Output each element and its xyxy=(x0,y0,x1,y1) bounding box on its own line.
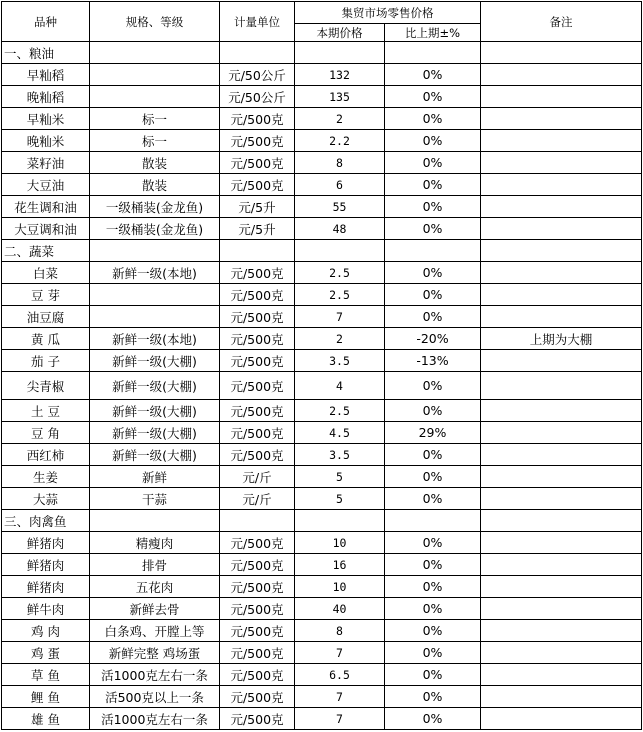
cell-price: 2.5 xyxy=(295,400,385,422)
cell-note xyxy=(481,86,642,108)
cell-price: 16 xyxy=(295,554,385,576)
table-body xyxy=(2,42,642,730)
cell-note: 上期为大棚 xyxy=(481,328,642,350)
section-row xyxy=(2,240,642,262)
table-row xyxy=(2,218,642,240)
cell-spec xyxy=(90,86,220,108)
cell-name: 白菜 xyxy=(2,262,90,284)
cell-change: 0% xyxy=(385,262,481,284)
table-row xyxy=(2,532,642,554)
cell-change: 0% xyxy=(385,664,481,686)
cell-note xyxy=(481,350,642,372)
cell-unit: 元/500克 xyxy=(220,422,295,444)
cell-note xyxy=(481,642,642,664)
section-change-empty xyxy=(385,510,481,532)
cell-unit: 元/500克 xyxy=(220,642,295,664)
cell-note xyxy=(481,372,642,400)
cell-name: 土 豆 xyxy=(2,400,90,422)
section-spec-empty xyxy=(90,510,220,532)
header-unit: 计量单位 xyxy=(220,2,295,42)
cell-unit: 元/500克 xyxy=(220,598,295,620)
table-row xyxy=(2,664,642,686)
cell-spec: 白条鸡、开膛上等 xyxy=(90,620,220,642)
cell-unit: 元/500克 xyxy=(220,108,295,130)
cell-change: 0% xyxy=(385,444,481,466)
cell-change: 0% xyxy=(385,64,481,86)
cell-spec: 新鲜一级(大棚) xyxy=(90,444,220,466)
cell-price: 10 xyxy=(295,532,385,554)
cell-unit: 元/500克 xyxy=(220,306,295,328)
cell-name: 鲜牛肉 xyxy=(2,598,90,620)
cell-spec: 一级桶装(金龙鱼) xyxy=(90,218,220,240)
cell-note xyxy=(481,218,642,240)
cell-spec: 活1000克左右一条 xyxy=(90,664,220,686)
cell-note xyxy=(481,664,642,686)
cell-spec: 标一 xyxy=(90,108,220,130)
cell-price: 135 xyxy=(295,86,385,108)
cell-name: 西红柿 xyxy=(2,444,90,466)
cell-name: 草 鱼 xyxy=(2,664,90,686)
cell-change: 0% xyxy=(385,306,481,328)
section-note-empty xyxy=(481,510,642,532)
section-change-empty xyxy=(385,42,481,64)
cell-note xyxy=(481,284,642,306)
cell-price: 8 xyxy=(295,620,385,642)
cell-price: 6.5 xyxy=(295,664,385,686)
cell-unit: 元/50公斤 xyxy=(220,64,295,86)
cell-change: 0% xyxy=(385,152,481,174)
cell-unit: 元/500克 xyxy=(220,350,295,372)
header-market: 集贸市场零售价格 xyxy=(295,2,481,24)
cell-name: 鸡 肉 xyxy=(2,620,90,642)
cell-name: 生姜 xyxy=(2,466,90,488)
section-price-empty xyxy=(295,42,385,64)
cell-spec xyxy=(90,284,220,306)
cell-change: 0% xyxy=(385,196,481,218)
cell-unit: 元/5升 xyxy=(220,218,295,240)
cell-price: 4 xyxy=(295,372,385,400)
cell-change: 0% xyxy=(385,576,481,598)
section-title: 三、肉禽鱼 xyxy=(2,510,90,532)
cell-unit: 元/500克 xyxy=(220,130,295,152)
table-row xyxy=(2,400,642,422)
table-row xyxy=(2,444,642,466)
cell-spec: 排骨 xyxy=(90,554,220,576)
section-change-empty xyxy=(385,240,481,262)
cell-unit: 元/500克 xyxy=(220,532,295,554)
cell-note xyxy=(481,554,642,576)
cell-unit: 元/500克 xyxy=(220,576,295,598)
cell-change: 0% xyxy=(385,598,481,620)
cell-spec: 新鲜去骨 xyxy=(90,598,220,620)
cell-name: 尖青椒 xyxy=(2,372,90,400)
cell-spec: 标一 xyxy=(90,130,220,152)
cell-note xyxy=(481,196,642,218)
cell-unit: 元/50公斤 xyxy=(220,86,295,108)
cell-price: 55 xyxy=(295,196,385,218)
table-row xyxy=(2,686,642,708)
cell-name: 鲜猪肉 xyxy=(2,554,90,576)
cell-spec: 新鲜一级(大棚) xyxy=(90,422,220,444)
cell-change: 0% xyxy=(385,174,481,196)
cell-name: 晚籼稻 xyxy=(2,86,90,108)
cell-change: 0% xyxy=(385,284,481,306)
section-unit-empty xyxy=(220,510,295,532)
cell-change: 0% xyxy=(385,218,481,240)
table-row xyxy=(2,466,642,488)
cell-price: 5 xyxy=(295,488,385,510)
table-row xyxy=(2,328,642,350)
table-row xyxy=(2,86,642,108)
cell-price: 2 xyxy=(295,328,385,350)
cell-spec: 一级桶装(金龙鱼) xyxy=(90,196,220,218)
section-note-empty xyxy=(481,42,642,64)
cell-change: -20% xyxy=(385,328,481,350)
cell-change: 29% xyxy=(385,422,481,444)
cell-price: 7 xyxy=(295,642,385,664)
cell-name: 雄 鱼 xyxy=(2,708,90,730)
section-row xyxy=(2,42,642,64)
cell-spec: 干蒜 xyxy=(90,488,220,510)
cell-note xyxy=(481,306,642,328)
cell-spec: 精瘦肉 xyxy=(90,532,220,554)
table-row xyxy=(2,422,642,444)
cell-unit: 元/500克 xyxy=(220,686,295,708)
table-row xyxy=(2,262,642,284)
cell-unit: 元/500克 xyxy=(220,444,295,466)
cell-unit: 元/500克 xyxy=(220,400,295,422)
cell-unit: 元/500克 xyxy=(220,372,295,400)
cell-name: 大蒜 xyxy=(2,488,90,510)
cell-spec: 散装 xyxy=(90,174,220,196)
cell-spec: 新鲜完整 鸡场蛋 xyxy=(90,642,220,664)
cell-note xyxy=(481,422,642,444)
table-row xyxy=(2,488,642,510)
cell-price: 8 xyxy=(295,152,385,174)
cell-name: 菜籽油 xyxy=(2,152,90,174)
table-row xyxy=(2,284,642,306)
header-change: 比上期±% xyxy=(385,24,481,42)
cell-name: 鲜猪肉 xyxy=(2,576,90,598)
cell-change: 0% xyxy=(385,372,481,400)
cell-name: 晚籼米 xyxy=(2,130,90,152)
cell-price: 2.2 xyxy=(295,130,385,152)
cell-price: 6 xyxy=(295,174,385,196)
cell-note xyxy=(481,174,642,196)
cell-spec: 五花肉 xyxy=(90,576,220,598)
cell-price: 10 xyxy=(295,576,385,598)
cell-unit: 元/500克 xyxy=(220,174,295,196)
cell-spec: 散装 xyxy=(90,152,220,174)
cell-name: 油豆腐 xyxy=(2,306,90,328)
cell-price: 7 xyxy=(295,306,385,328)
section-spec-empty xyxy=(90,240,220,262)
cell-unit: 元/500克 xyxy=(220,620,295,642)
table-row xyxy=(2,306,642,328)
cell-note xyxy=(481,64,642,86)
cell-spec: 活500克以上一条 xyxy=(90,686,220,708)
cell-unit: 元/500克 xyxy=(220,554,295,576)
section-price-empty xyxy=(295,240,385,262)
cell-name: 豆 角 xyxy=(2,422,90,444)
cell-note xyxy=(481,488,642,510)
cell-name: 花生调和油 xyxy=(2,196,90,218)
table-row xyxy=(2,130,642,152)
cell-price: 2 xyxy=(295,108,385,130)
cell-note xyxy=(481,708,642,730)
cell-change: 0% xyxy=(385,130,481,152)
cell-spec: 新鲜一级(本地) xyxy=(90,262,220,284)
cell-price: 48 xyxy=(295,218,385,240)
cell-price: 132 xyxy=(295,64,385,86)
cell-unit: 元/500克 xyxy=(220,664,295,686)
cell-note xyxy=(481,108,642,130)
cell-change: 0% xyxy=(385,554,481,576)
cell-unit: 元/500克 xyxy=(220,262,295,284)
cell-note xyxy=(481,444,642,466)
table-row xyxy=(2,576,642,598)
cell-name: 早籼米 xyxy=(2,108,90,130)
table-row xyxy=(2,598,642,620)
cell-price: 2.5 xyxy=(295,284,385,306)
cell-change: 0% xyxy=(385,686,481,708)
cell-price: 4.5 xyxy=(295,422,385,444)
cell-unit: 元/500克 xyxy=(220,152,295,174)
cell-price: 7 xyxy=(295,686,385,708)
cell-price: 7 xyxy=(295,708,385,730)
cell-change: 0% xyxy=(385,620,481,642)
table-row xyxy=(2,708,642,730)
cell-name: 大豆油 xyxy=(2,174,90,196)
cell-note xyxy=(481,686,642,708)
cell-unit: 元/斤 xyxy=(220,488,295,510)
cell-name: 鸡 蛋 xyxy=(2,642,90,664)
cell-note xyxy=(481,130,642,152)
cell-note xyxy=(481,262,642,284)
cell-note xyxy=(481,466,642,488)
cell-note xyxy=(481,620,642,642)
cell-change: 0% xyxy=(385,488,481,510)
header-spec: 规格、等级 xyxy=(90,2,220,42)
section-row xyxy=(2,510,642,532)
table-row xyxy=(2,108,642,130)
cell-name: 黄 瓜 xyxy=(2,328,90,350)
table-row xyxy=(2,152,642,174)
table-row xyxy=(2,350,642,372)
header-price: 本期价格 xyxy=(295,24,385,42)
cell-spec: 新鲜一级(大棚) xyxy=(90,372,220,400)
section-title: 二、蔬菜 xyxy=(2,240,90,262)
cell-spec xyxy=(90,306,220,328)
price-table xyxy=(1,1,642,730)
cell-price: 2.5 xyxy=(295,262,385,284)
cell-name: 早籼稻 xyxy=(2,64,90,86)
cell-note xyxy=(481,400,642,422)
table-row xyxy=(2,174,642,196)
cell-spec: 新鲜 xyxy=(90,466,220,488)
cell-name: 茄 子 xyxy=(2,350,90,372)
header-note: 备注 xyxy=(481,2,642,42)
table-row xyxy=(2,642,642,664)
cell-unit: 元/500克 xyxy=(220,328,295,350)
section-price-empty xyxy=(295,510,385,532)
cell-unit: 元/5升 xyxy=(220,196,295,218)
cell-change: -13% xyxy=(385,350,481,372)
section-title: 一、粮油 xyxy=(2,42,90,64)
section-unit-empty xyxy=(220,42,295,64)
cell-price: 5 xyxy=(295,466,385,488)
cell-change: 0% xyxy=(385,532,481,554)
cell-note xyxy=(481,598,642,620)
table-header xyxy=(2,2,642,42)
cell-unit: 元/500克 xyxy=(220,708,295,730)
cell-unit: 元/斤 xyxy=(220,466,295,488)
header-name: 品种 xyxy=(2,2,90,42)
cell-change: 0% xyxy=(385,400,481,422)
section-note-empty xyxy=(481,240,642,262)
cell-unit: 元/500克 xyxy=(220,284,295,306)
cell-name: 豆 芽 xyxy=(2,284,90,306)
cell-name: 鲜猪肉 xyxy=(2,532,90,554)
cell-change: 0% xyxy=(385,708,481,730)
cell-note xyxy=(481,576,642,598)
cell-spec: 新鲜一级(大棚) xyxy=(90,350,220,372)
cell-change: 0% xyxy=(385,642,481,664)
cell-note xyxy=(481,152,642,174)
cell-change: 0% xyxy=(385,108,481,130)
section-spec-empty xyxy=(90,42,220,64)
cell-change: 0% xyxy=(385,86,481,108)
cell-name: 大豆调和油 xyxy=(2,218,90,240)
table-row xyxy=(2,196,642,218)
cell-spec: 新鲜一级(大棚) xyxy=(90,400,220,422)
cell-spec: 活1000克左右一条 xyxy=(90,708,220,730)
table-row xyxy=(2,64,642,86)
section-unit-empty xyxy=(220,240,295,262)
cell-price: 3.5 xyxy=(295,444,385,466)
cell-price: 3.5 xyxy=(295,350,385,372)
cell-spec xyxy=(90,64,220,86)
cell-price: 40 xyxy=(295,598,385,620)
table-row xyxy=(2,372,642,400)
cell-note xyxy=(481,532,642,554)
table-row xyxy=(2,554,642,576)
cell-change: 0% xyxy=(385,466,481,488)
cell-name: 鲤 鱼 xyxy=(2,686,90,708)
cell-spec: 新鲜一级(本地) xyxy=(90,328,220,350)
table-row xyxy=(2,620,642,642)
